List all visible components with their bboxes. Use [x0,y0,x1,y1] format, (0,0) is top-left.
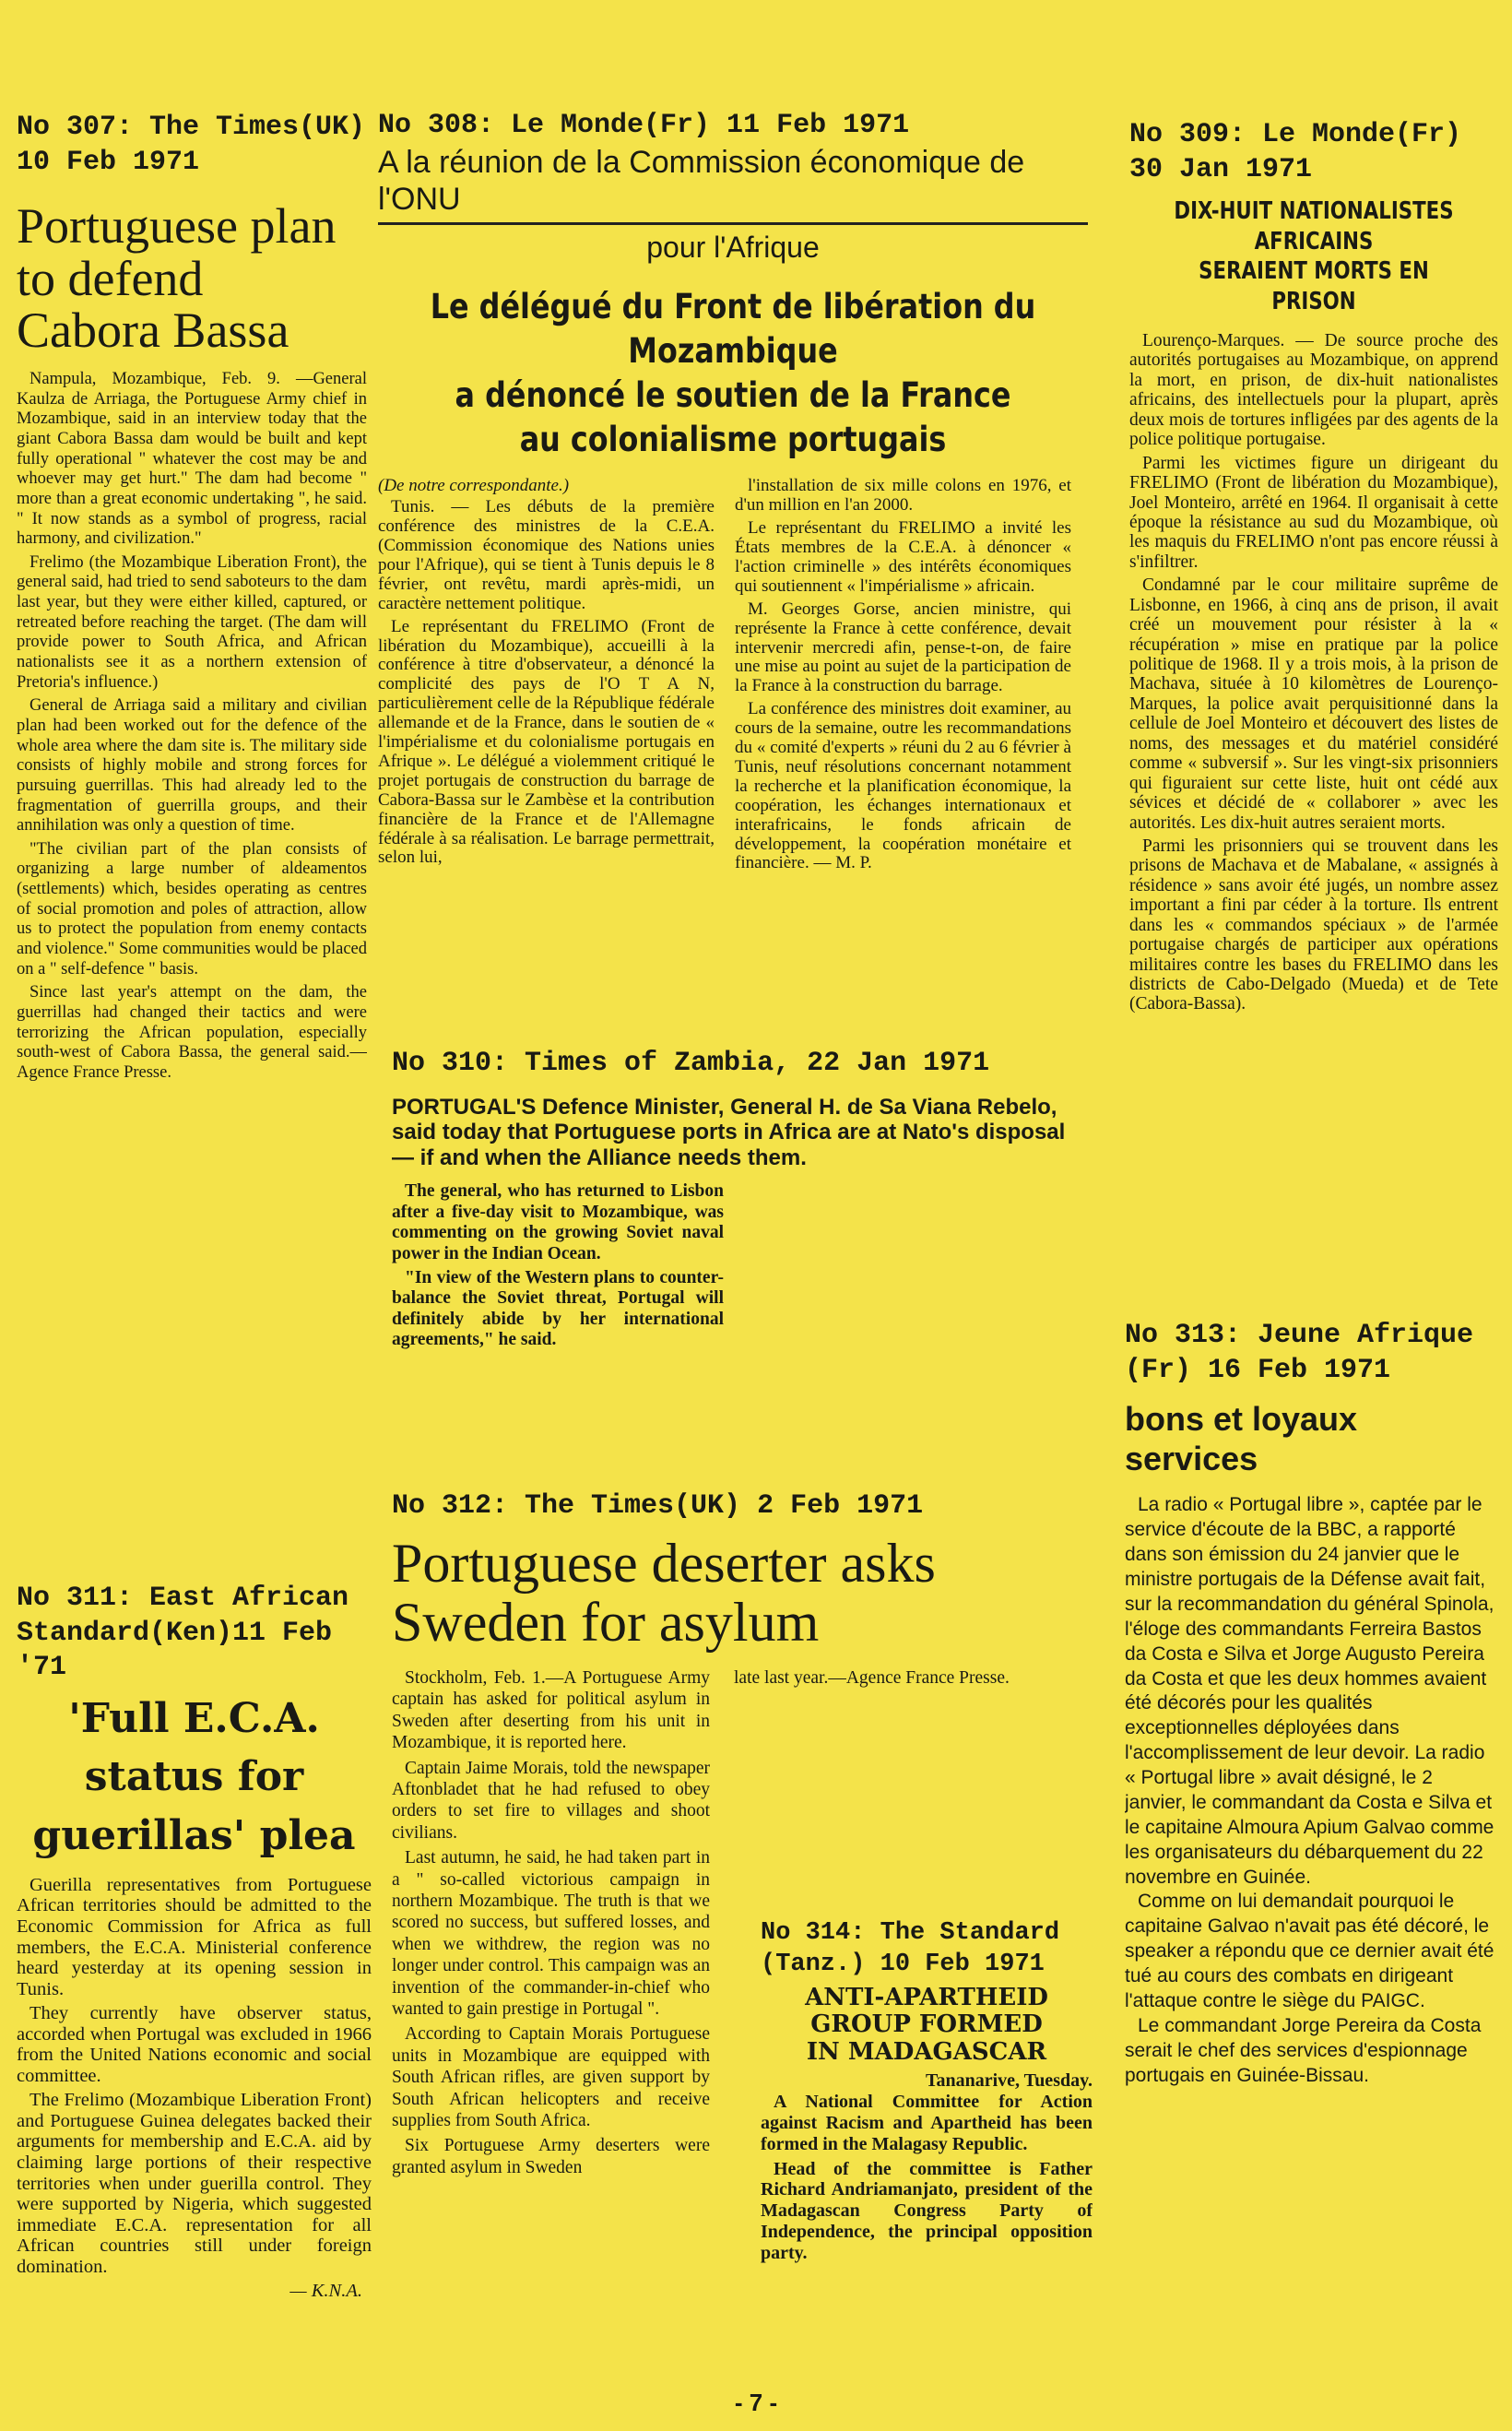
headline: Le délégué du Front de libération du Mozambique a dénoncé le soutien de la France au colonialisme portugais [430,287,1036,460]
column-right: l'installation de six mille colons en 1976, et d'un million en l'an 2000. Le représentant du FRELIMO a invité les États membres de la C.E.A. à dénoncer « l'action criminelle » des intérêts économiques qui soutiennent « l'impérialisme » africain. M. Georges Gorse, ancien ministre, qui représente la France à cette conférence, devait intervenir mercredi afin, pense-t-on, de faire une mise au point au sujet de la participation de la France à la construction du barrage. La conférence des ministres doit examiner, au cours de la semaine, outre les recommandations du « comité d'experts » réuni du 2 au 6 février à Tunis, neuf résolutions concernant notamment la recherche et la planification économique, la coopération, les échanges internationaux et interafricains, le fonds africain de développement, la coopération monétaire et financière. — M. P. [735,476,1071,873]
paragraph: The general, who has returned to Lisbon after a five-day visit to Mozambique, was commenting on the growing Soviet naval power in the Indian Ocean. [392,1181,724,1263]
article-body: Lourenço-Marques. — De source proche des autorités portugaises au Mozambique, on apprend la mort, en prison, de dix-huit nationalistes africains, des intellectuels pour la plupart, après deux mois de tortures infligées par des agents de la police politique portugaise. Parmi les victimes figure un dirigeant du FRELIMO (Front de libération du Mozambique), Joel Monteiro, arrêté en 1964. Il organisait à cette époque la résistance au sud du Mozambique, où les maquis du FRELIMO n'ont pas encore réussi à s'infiltrer. Condamné par le cour militaire suprême de Lisbonne, en 1966, à cinq ans de prison, il avait créé un mouvement pour résister à la « récupération » mise en pratique par la police politique de 1968. Il y a trois mois, à la prison de Machava, située à 10 kilomètres de Lourenço-Marques, la police avait perquisitionné dans la cellule de Joel Monteiro et découvert des listes de noms, des messages et du matériel considéré comme « subversif ». Sur les vingt-six prisonniers qui figuraient sur cette liste, huit ont cédé aux sévices et décidé de « collaborer » avec les autorités. Les dix-huit autres seraient morts. Parmi les prisonniers qui se trouvent dans les prisons de Machava et de Mabalane, « assignés à résidence » sans avoir été jugés, un nombre assez important a fini par céder à la torture. Ils entrent dans les « commandos spéciaux » de l'armée portugaise chargés de participer aux opérations militaires contre les bases du FRELIMO dans les districts de Cabo-Delgado (Mueda) et de Tete (Cabora-Bassa). [1129,331,1498,1014]
column-right: late last year.—Agence France Presse. [734,1668,1010,1689]
dateline: Tananarive, Tuesday. [925,2070,1093,2092]
article-307 [17,111,367,1429]
article-label: No 310: Times of Zambia, 22 Jan 1971 [392,1048,990,1079]
article-314 [761,1918,1093,2324]
article-label: No 312: The Times(UK) 2 Feb 1971 [392,1490,924,1522]
article-body: Guerilla representatives from Portuguese African territories should be admitted to the Economic Commission for Africa as full members, the E.C.A. Ministerial conference heard yesterday at its opening session in Tunis. They currently have observer status, accorded when Portugal was excluded in 1966 from the United Nations economic and social committee. The Frelimo (Mozambique Liberation Front) and Portuguese Guinea delegates backed their arguments for membership and E.C.A. aid by claiming large portions of their respective territories when under guerilla control. They were supported by Nigeria, which suggested immediate E.C.A. representation for all African countries still under foreign domination. — K.N.A. [17,1874,372,2302]
headline: ANTI-APARTHEID GROUP FORMED IN MADAGASCAR [805,1983,1048,2067]
article-date: (Fr) 16 Feb 1971 [1125,1354,1391,1386]
article-body: La radio « Portugal libre », captée par le service d'écoute de la BBC, a rapporté dans son émission du 24 janvier que le ministre portugais de la Défense avait fait, sur la recommandation du général Spinola, l'éloge des commandants Ferreira Bastos da Costa e Silva et Jorge Augusto Pereira da Costa et que les deux hommes avaient été décorés pour les qualités exceptionnelles déployées dans l'accomplissement de leur devoir. La radio « Portugal libre » avait désigné, le 2 janvier, le commandant da Costa e Silva et le capitaine Almoura Apium Galvao comme les organisateurs du débarquement du 22 novembre en Guinée. Comme on lui demandait pourquoi le capitaine Galvao n'avait pas été décoré, le speaker a répondu que ce dernier avait été tué au cours des combats en dirigeant l'attaque contre le siège du PAIGC. Le commandant Jorge Pereira da Costa serait le chef des services d'espionnage portugais en Guinée-Bissau. [1125,1494,1494,2086]
headline: bons et loyaux services [1125,1400,1358,1478]
article-310 [392,1047,1074,1439]
article-date: 30 Jan 1971 [1129,153,1313,185]
column-left: (De notre correspondante.) Tunis. — Les débuts de la première conférence des ministres de la C.E.A. (Commission économique des Nations unies pour l'Afrique), qui se tient à Tunis depuis le 8 février, ont revêtu, mardi après-midi, un caractère nettement politique. Le représentant du FRELIMO (Front de libération du Mozambique), accueilli à la conférence à titre d'observateur, a dénoncé la complicité des pays de l'O T A N, particulièrement celle de la République fédérale allemande et de la France, dans le soutien de « l'impérialisme et du colonialisme portugais en Afrique ». Le délégué a violemment critiqué le projet portugais de construction du barrage de Cabora-Bassa sur le Zambèse et la contribution financière de la France et de l'Allemagne fédérale à sa réalisation. Le barrage permettrait, selon lui, [378,476,715,868]
headline: 'Full E.C.A. status for guerillas' plea [32,1694,356,1860]
article-label: No 309: Le Monde(Fr) [1129,119,1462,150]
headline: Portuguese plan to defend Cabora Bassa [17,198,337,359]
article-body: A National Committee for Action against Racism and Apartheid has been formed in the Malagasy Republic. Head of the committee is Father Richard Andriamanjato, president of the Madagascan Congress Party of Independence, the principal opposition party. [761,2092,1093,2263]
article-label: No 307: The Times(UK) [17,112,366,143]
article-label: No 308: Le Monde(Fr) 11 Feb 1971 [378,110,910,141]
headline: DIX-HUIT NATIONALISTES AFRICAINS SERAIENT MORTS EN PRISON [1174,197,1454,315]
column-left: Stockholm, Feb. 1.—A Portuguese Army captain has asked for political asylum in Sweden after deserting from his unit in Mozambique, it is reported here. Captain Jaime Morais, told the newspaper Aftonbladet that he had refused to obey orders to set fire to villages and shoot civilians. Last autumn, he said, he had taken part in a " so-called victorious campaign in northern Mozambique. The truth is that we scored no success, but suffered losses, and when we withdrew, the region was no longer under control. This campaign was an invention of the commander-in-chief who wanted to gain prestige in Portugal ". According to Captain Morais Portuguese units in Mozambique are equipped with South African rifles, are given support by South African helicopters and receive supplies from South Africa. Six Portuguese Army deserters were granted asylum in Sweden [392,1668,710,2177]
article-label: No 311: East African [17,1583,349,1614]
kicker: A la réunion de la Commission économique de l'ONU [378,144,1025,218]
signoff: — K.N.A. [289,2281,362,2302]
article-309 [1129,118,1498,1354]
article-label: No 314: The Standard [761,1919,1060,1947]
article-313 [1125,1319,1498,2342]
headline: Portuguese deserter asks Sweden for asylum [392,1532,936,1654]
article-date: (Tanz.) 10 Feb 1971 [761,1950,1045,1978]
byline: (De notre correspondante.) [378,476,570,496]
article-label: No 313: Jeune Afrique [1125,1320,1474,1351]
paragraph: "In view of the Western plans to counter-balance the Soviet threat, Portugal will definitely abide by her international agreements," he said. [392,1267,724,1350]
kicker: pour l'Afrique [646,231,820,265]
article-311 [17,1582,372,2370]
lead-paragraph: PORTUGAL'S Defence Minister, General H. de Sa Viana Rebelo, said today that Portuguese ports in Africa are at Nato's disposal — if and when the Alliance needs them. [392,1094,1066,1170]
article-date: Standard(Ken)11 Feb '71 [17,1617,333,1683]
article-date: 10 Feb 1971 [17,146,200,178]
article-308 [378,109,1088,1040]
page-number: - 7 - [734,2389,778,2416]
divider [378,222,1088,225]
article-body: Nampula, Mozambique, Feb. 9. —General Kaulza de Arriaga, the Portuguese Army chief in Mozambique, said in an interview today that the giant Cabora Bassa dam would be built and kept fully operational " whatever the cost may be and whoever may get hurt." The dam had become " more than a great economic undertaking ", he said. " It now stands as a symbol of progress, racial harmony, and civilization." Frelimo (the Mozambique Liberation Front), the general said, had tried to send saboteurs to the dam last year, but they were either killed, captured, or retreated before reaching the target. (The dam will provide power to South Africa, and African nationalists see it as a northern extension of Pretoria's influence.) General de Arriaga said a military and civilian plan had been worked out for the defence of the whole area where the dam site is. The military side consists of highly mobile and strong forces for pursuing guerrillas. This had already led to the fragmentation of guerrilla groups, and their annihilation was only a question of time. "The civilian part of the plan consists of organizing a large number of aldeamentos (settlements) which, besides operating as centres of social promotion and poles of attraction, allow us to protect the population from enemy contacts and violence." Some communities would be placed on a " self-defence " basis. Since last year's attempt on the dam, the guerrillas had changed their tactics and were terrorizing the African population, especially south-west of Cabora Bassa, the general said.—Agence France Presse. [17,370,367,1082]
